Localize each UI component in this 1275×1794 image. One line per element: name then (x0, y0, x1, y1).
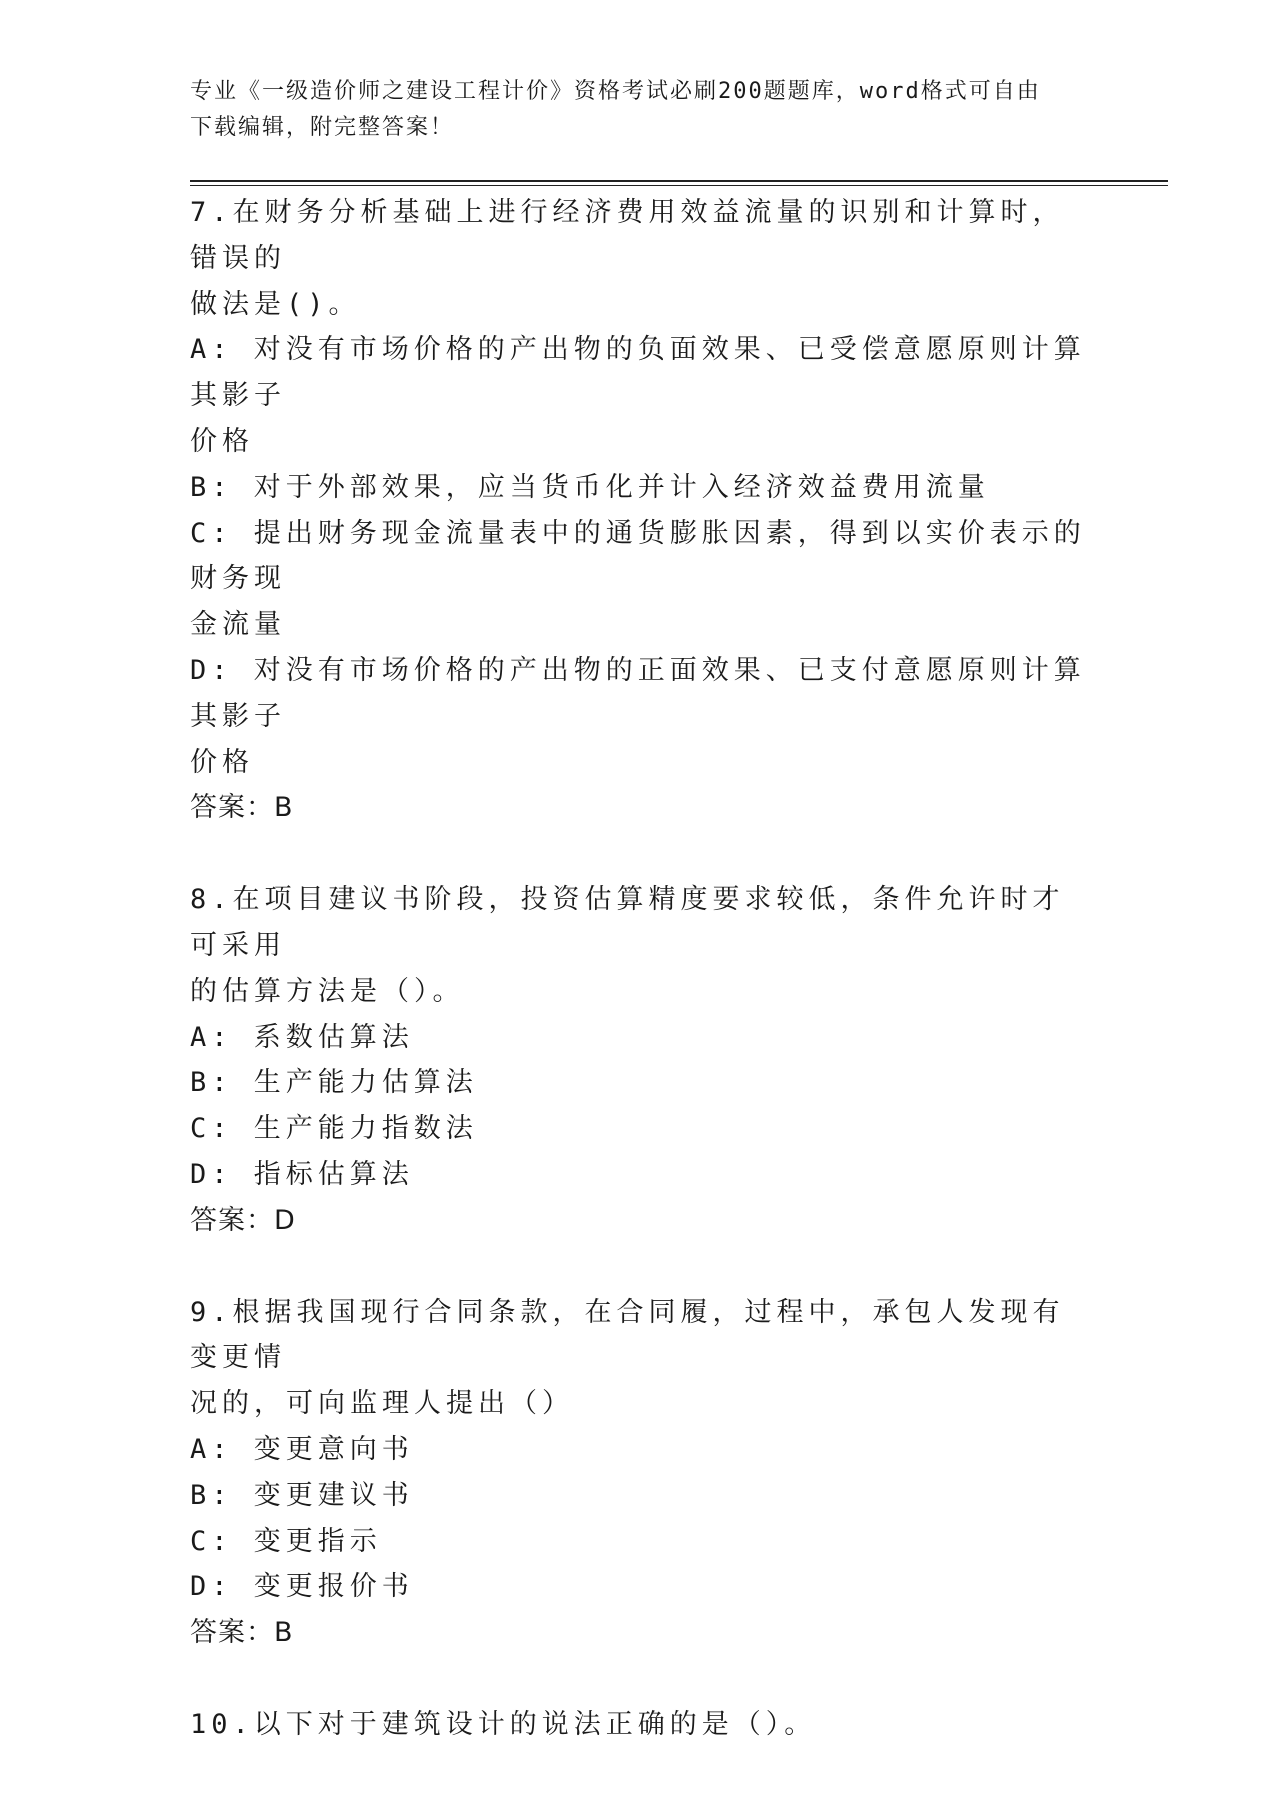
question-8-option-a: A: 系数估算法 (190, 1021, 414, 1053)
question-7-answer: 答案：B (190, 792, 294, 824)
question-8 (190, 877, 1090, 1243)
question-9-option-a: A: 变更意向书 (190, 1433, 414, 1465)
question-7-option-d-line-2: 价格 (190, 746, 254, 778)
question-8-option-b: B: 生产能力估算法 (190, 1067, 478, 1099)
question-7-stem-line-1: 7.在财务分析基础上进行经济费用效益流量的识别和计算时，错误的 (190, 197, 1065, 274)
header-divider-thin (190, 185, 1168, 186)
question-8-stem-line-2: 的估算方法是（）。 (190, 975, 465, 1007)
question-8-option-c: C: 生产能力指数法 (190, 1113, 478, 1145)
question-10 (190, 1702, 1090, 1748)
question-9-answer: 答案：B (190, 1617, 294, 1649)
question-9 (190, 1290, 1090, 1656)
question-9-option-b: B: 变更建议书 (190, 1479, 414, 1511)
question-9-stem-line-2: 况的，可向监理人提出（） (190, 1388, 574, 1420)
question-7-option-c-line-1: C: 提出财务现金流量表中的通货膨胀因素，得到以实价表示的财务现 (190, 517, 1086, 595)
question-7-stem-line-2: 做法是()。 (190, 288, 361, 320)
header-intro-line-2: 下载编辑，附完整答案！ (190, 115, 455, 140)
question-9-option-d: D: 变更报价书 (190, 1571, 414, 1603)
question-9-option-c: C: 变更指示 (190, 1525, 382, 1557)
question-list (190, 190, 1090, 1794)
question-8-answer: 答案：D (190, 1204, 296, 1236)
question-8-option-d: D: 指标估算法 (190, 1158, 414, 1190)
question-9-stem-line-1: 9.根据我国现行合同条款，在合同履，过程中，承包人发现有变更情 (190, 1296, 1065, 1374)
header-intro-line-1: 专业《一级造价师之建设工程计价》资格考试必刷200题题库，word格式可自由 (190, 79, 1041, 104)
question-7-option-b: B: 对于外部效果，应当货币化并计入经济效益费用流量 (190, 471, 990, 503)
header-divider-thick (190, 180, 1168, 182)
question-8-stem-line-1: 8.在项目建议书阶段，投资估算精度要求较低，条件允许时才可采用 (190, 884, 1065, 961)
document-header (190, 74, 1090, 146)
question-7 (190, 190, 1090, 831)
question-7-option-a-line-1: A: 对没有市场价格的产出物的负面效果、已受偿意愿原则计算其影子 (190, 334, 1086, 412)
question-10-stem-line-1: 10.以下对于建筑设计的说法正确的是（）。 (190, 1708, 817, 1740)
question-7-option-c-line-2: 金流量 (190, 609, 286, 641)
question-7-option-a-line-2: 价格 (190, 425, 254, 457)
question-7-option-d-line-1: D: 对没有市场价格的产出物的正面效果、已支付意愿原则计算其影子 (190, 654, 1086, 732)
